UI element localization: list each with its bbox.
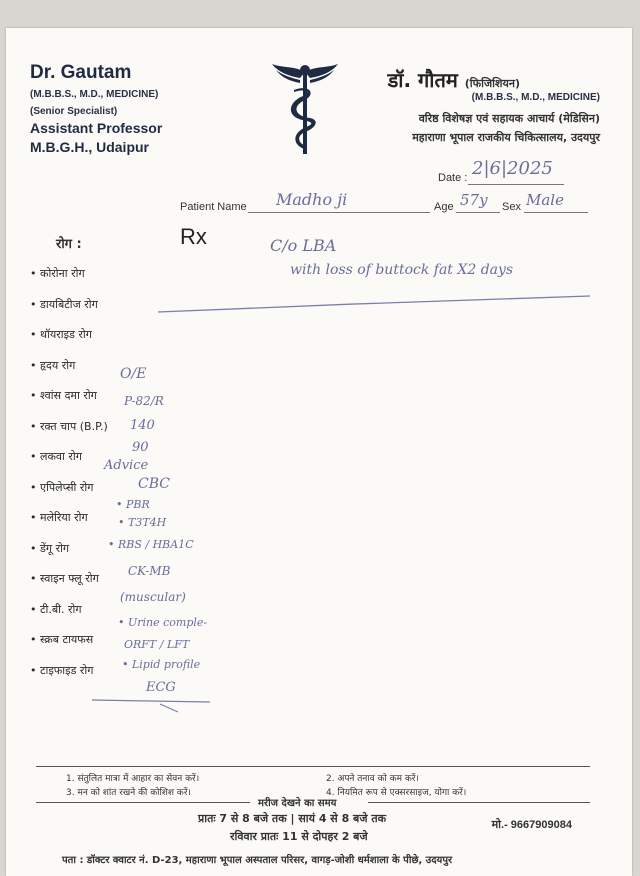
weekday-timings: प्रातः 7 से 8 बजे तक | सायं 4 से 8 बजे तक — [198, 812, 387, 825]
handwritten-note: Advice — [104, 458, 149, 473]
disease-item: • कोरोना रोग — [30, 266, 85, 281]
advice-note-3: 3. मन को शांत रखने की कोशिश करें। — [66, 788, 191, 798]
disease-item: • डेंगू रोग — [30, 541, 69, 556]
doctor-name-en: Dr. Gautam — [30, 62, 132, 83]
handwritten-note: 90 — [132, 440, 149, 455]
doctor-hospital-en: M.B.G.H., Udaipur — [30, 139, 149, 155]
disease-list-title: रोग : — [56, 237, 82, 252]
disease-item: • टी.बी. रोग — [30, 602, 82, 617]
age-label: Age — [434, 201, 454, 213]
rx-symbol: Rx — [180, 224, 207, 249]
handwritten-note: CBC — [138, 476, 170, 492]
doctor-position-en: Assistant Professor — [30, 120, 163, 136]
disease-item: • हृदय रोग — [30, 358, 75, 373]
doctor-hospital-hi: महाराणा भूपाल राजकीय चिकित्सालय, उदयपुर — [412, 131, 600, 144]
disease-item: • डायबिटीज रोग — [30, 297, 98, 312]
sex-label: Sex — [502, 201, 521, 213]
doctor-name-hi: डॉ. गौतम (फिजिशियन) — [387, 68, 520, 92]
handwritten-note: O/E — [120, 366, 147, 382]
handwritten-note: P-82/R — [124, 394, 164, 408]
handwritten-note: • Lipid profile — [122, 658, 201, 671]
handwritten-note: • PBR — [116, 498, 150, 511]
handwritten-note: 140 — [130, 418, 155, 433]
caduceus-logo — [270, 62, 340, 158]
disease-item: • रक्त चाप (B.P.) — [30, 419, 108, 434]
disease-item: • एपिलेप्सी रोग — [30, 480, 93, 495]
patient-name-label: Patient Name — [180, 201, 247, 213]
disease-item: • स्क्रब टायफस — [30, 632, 93, 647]
disease-item: • टाइफाइड रोग — [30, 663, 93, 678]
disease-item: • स्वाइन फ्लू रोग — [30, 571, 99, 586]
advice-note-4: 4. नियमित रूप से एक्सरसाइज, योगा करें। — [326, 788, 467, 798]
disease-item: • श्वांस दमा रोग — [30, 388, 97, 403]
age-value: 57y — [460, 191, 488, 209]
doctor-specialist-en: (Senior Specialist) — [30, 106, 118, 117]
disease-item: • थॉयराइड रोग — [30, 327, 92, 342]
handwritten-note: • T3T4H — [118, 516, 167, 529]
advice-note-2: 2. अपने तनाव को कम करें। — [326, 774, 419, 784]
complaint-line-1: C/o LBA — [270, 236, 337, 255]
doctor-degrees-en: (M.B.B.S., M.D., MEDICINE) — [30, 89, 159, 100]
handwritten-note: (muscular) — [120, 590, 186, 604]
underline-stroke — [90, 688, 230, 718]
address: पता : डॉक्टर क्वाटर नं. D-23, महाराणा भूपाल अस्पताल परिसर, वागड़-जोशी धर्मशाला के पीछे, उदयपुर — [62, 855, 453, 866]
sex-value: Male — [526, 191, 564, 209]
divider-stroke — [150, 288, 600, 318]
handwritten-note: ORFT / LFT — [124, 638, 190, 651]
visiting-hours-title: मरीज देखने का समय — [258, 798, 337, 809]
mobile-number: मो.- 9667909084 — [491, 819, 572, 831]
handwritten-note: CK-MB — [128, 564, 171, 578]
handwritten-note: • RBS / HBA1C — [108, 538, 194, 551]
advice-note-1: 1. संतुलित मात्रा में आहार का सेवन करें। — [66, 774, 200, 784]
sunday-timings: रविवार प्रातः 11 से दोपहर 2 बजे — [230, 830, 368, 843]
handwritten-note: ECG — [146, 680, 176, 695]
patient-name-value: Madho ji — [276, 190, 348, 209]
disease-item: • लकवा रोग — [30, 449, 82, 464]
date-value: 2|6|2025 — [472, 158, 553, 179]
date-label: Date : — [438, 172, 468, 184]
handwritten-note: • Urine comple- — [118, 616, 208, 629]
disease-item: • मलेरिया रोग — [30, 510, 88, 525]
doctor-degrees-right: (M.B.B.S., M.D., MEDICINE) — [471, 92, 600, 103]
doctor-designation-hi: वरिष्ठ विशेषज्ञ एवं सहायक आचार्य (मेडिसिन) — [418, 112, 600, 125]
complaint-line-2: with loss of buttock fat X2 days — [290, 262, 514, 278]
